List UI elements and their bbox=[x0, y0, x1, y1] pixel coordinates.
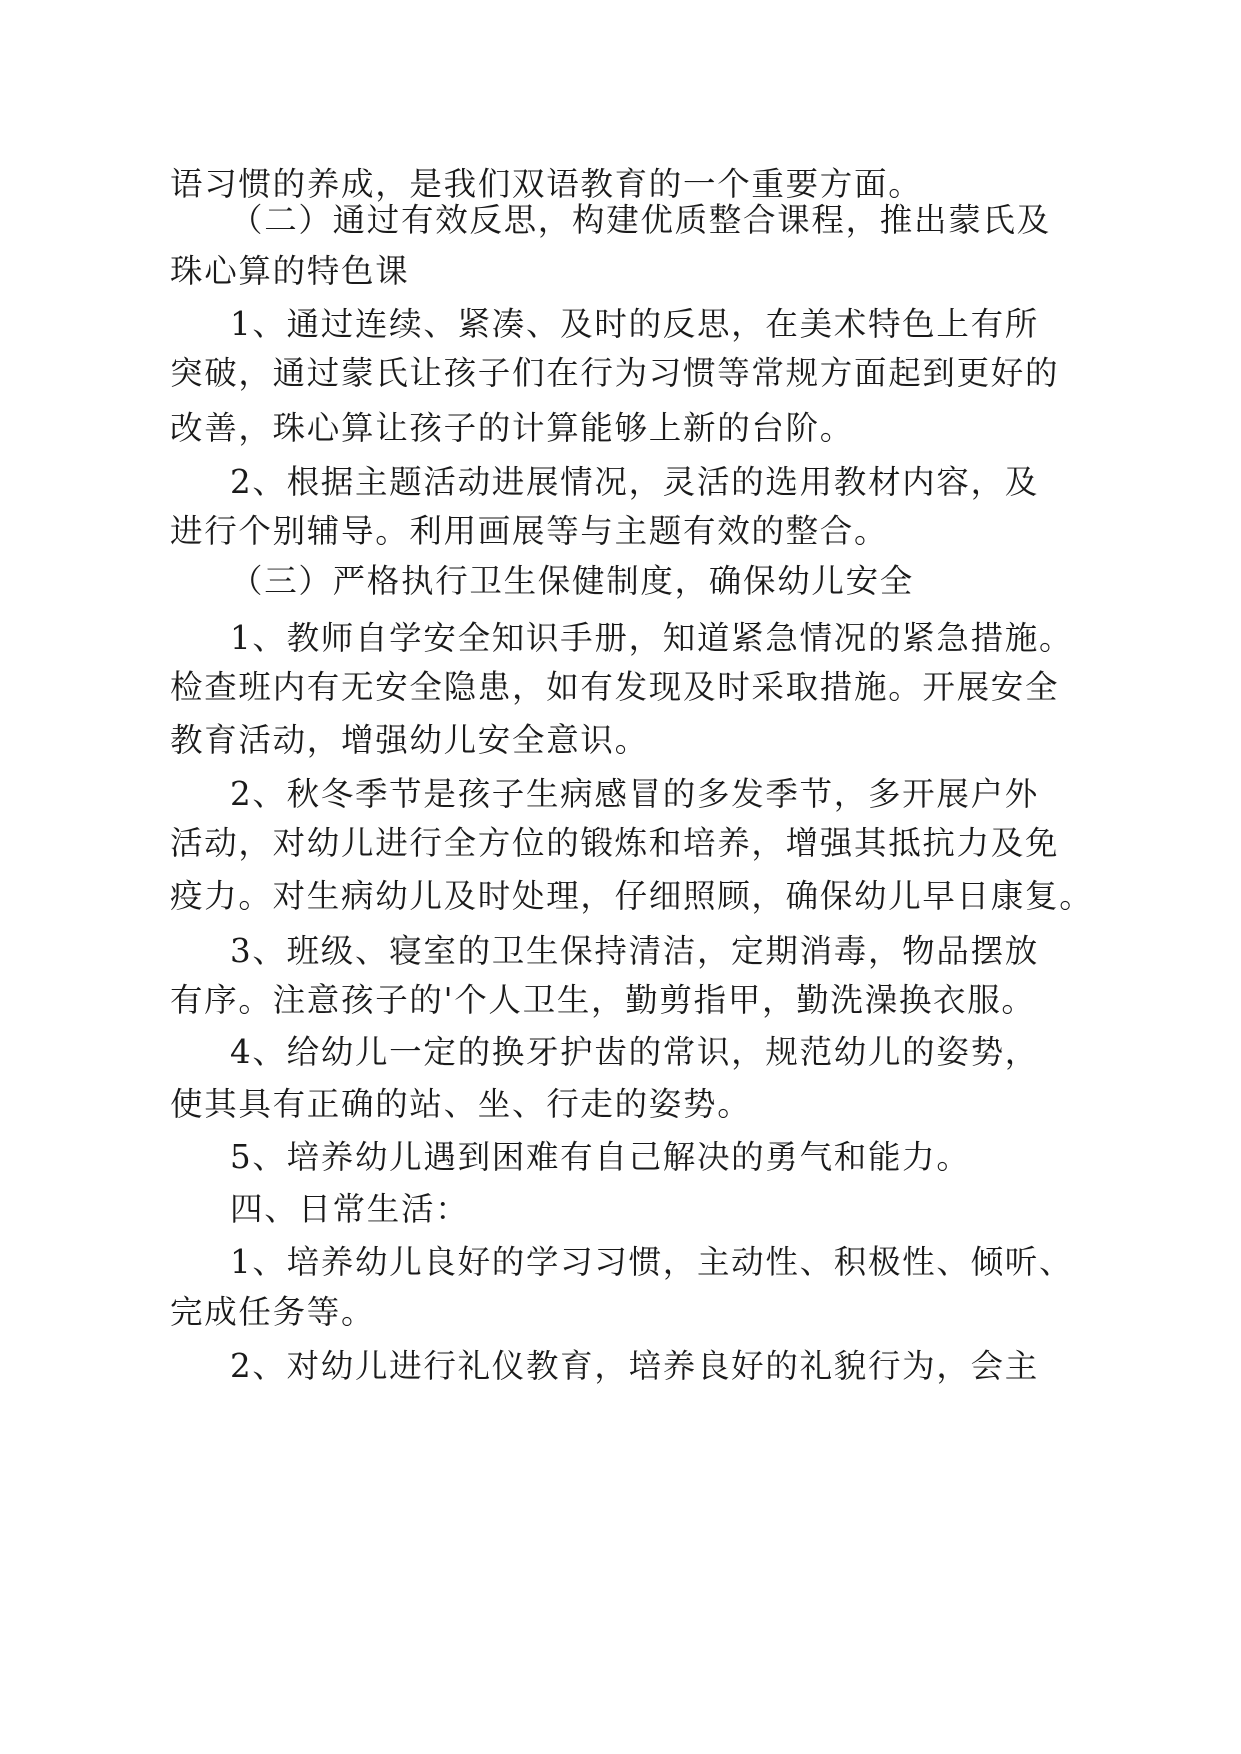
text-line-16: 3、班级、寝室的卫生保持清洁，定期消毒，物品摆放 bbox=[230, 932, 1039, 970]
text-line-1: 语习惯的养成，是我们双语教育的一个重要方面。 bbox=[170, 165, 923, 203]
text-line-21: 四、日常生活： bbox=[230, 1190, 470, 1228]
text-line-20: 5、培养幼儿遇到困难有自己解决的勇气和能力。 bbox=[230, 1138, 971, 1176]
text-line-8: 进行个别辅导。利用画展等与主题有效的整合。 bbox=[170, 512, 889, 550]
text-line-17: 有序。注意孩子的'个人卫生，勤剪指甲，勤洗澡换衣服。 bbox=[170, 981, 1036, 1019]
text-line-18: 4、给幼儿一定的换牙护齿的常识，规范幼儿的姿势， bbox=[230, 1033, 1039, 1071]
text-line-15: 疫力。对生病幼儿及时处理，仔细照顾，确保幼儿早日康复。 bbox=[170, 877, 1094, 915]
text-line-9: （三）严格执行卫生保健制度，确保幼儿安全 bbox=[230, 562, 915, 600]
text-line-23: 完成任务等。 bbox=[170, 1293, 376, 1331]
text-line-2: （二）通过有效反思，构建优质整合课程，推出蒙氏及 bbox=[230, 201, 1051, 239]
text-line-24: 2、对幼儿进行礼仪教育，培养良好的礼貌行为，会主 bbox=[230, 1347, 1039, 1385]
text-line-22: 1、培养幼儿良好的学习习惯，主动性、积极性、倾听、 bbox=[230, 1243, 1074, 1281]
text-line-19: 使其具有正确的站、坐、行走的姿势。 bbox=[170, 1085, 752, 1123]
text-line-4: 1、通过连续、紧凑、及时的反思，在美术特色上有所 bbox=[230, 305, 1039, 343]
text-line-3: 珠心算的特色课 bbox=[170, 252, 410, 290]
text-line-5: 突破，通过蒙氏让孩子们在行为习惯等常规方面起到更好的 bbox=[170, 354, 1060, 392]
text-line-10: 1、教师自学安全知识手册，知道紧急情况的紧急措施。 bbox=[230, 619, 1074, 657]
text-line-12: 教育活动，增强幼儿安全意识。 bbox=[170, 721, 649, 759]
text-line-7: 2、根据主题活动进展情况，灵活的选用教材内容，及 bbox=[230, 463, 1039, 501]
text-line-13: 2、秋冬季节是孩子生病感冒的多发季节，多开展户外 bbox=[230, 775, 1039, 813]
text-line-11: 检查班内有无安全隐患，如有发现及时采取措施。开展安全 bbox=[170, 668, 1060, 706]
text-line-14: 活动，对幼儿进行全方位的锻炼和培养，增强其抵抗力及免 bbox=[170, 824, 1060, 862]
text-line-6: 改善，珠心算让孩子的计算能够上新的台阶。 bbox=[170, 409, 855, 447]
